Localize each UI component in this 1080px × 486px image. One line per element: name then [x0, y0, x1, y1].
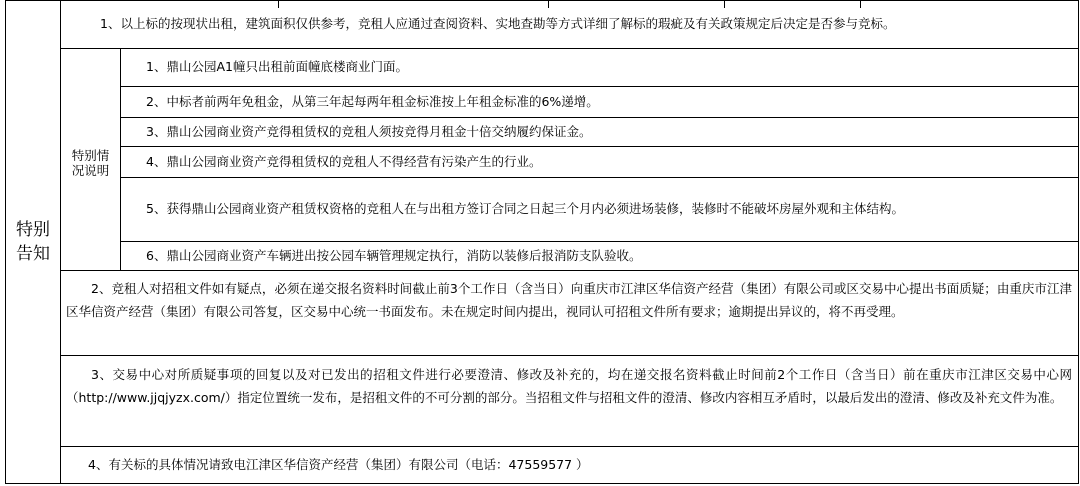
table-divider	[278, 0, 279, 8]
side-label	[6, 218, 60, 266]
notice-item-4: 4、有关标的具体情况请致电江津区华信资产经营（集团）有限公司（电话：47559577 ）	[88, 457, 589, 472]
table-divider	[120, 241, 1079, 242]
table-divider	[60, 270, 1079, 271]
special-item-2: 2、中标者前两年免租金，从第三年起每两年租金标准按上年租金标准的6%递增。	[146, 94, 599, 109]
table-divider	[120, 146, 1079, 147]
table-divider	[120, 177, 1079, 178]
special-item-1: 1、鼎山公园A1幢只出租前面幢底楼商业门面。	[146, 59, 408, 74]
table-divider	[60, 446, 1079, 447]
sub-label-line: 特别情	[71, 148, 110, 163]
side-label-line: 告知	[16, 244, 50, 264]
notice-item-2: 2、竞租人对招租文件如有疑点，必须在递交报名资料时间截止前3个工作日（含当日）向重庆市江津区华信资产经营（集团）有限公司或区交易中心提出书面质疑；由重庆市江津区华信资产经营（集团）有限公司答复，区交易中心统一书面发布。未在规定时间内提出，视同认可招租文件所有要求；逾期提出异议的，将不再受理。	[66, 281, 1072, 319]
special-item-6: 6、鼎山公园商业资产车辆进出按公园车辆管理规定执行，消防以装修后报消防支队验收。	[146, 248, 642, 263]
special-item-5: 5、获得鼎山公园商业资产租赁权资格的竞租人在与出租方签订合同之日起三个月内必须进场装修，装修时不能破坏房屋外观和主体结构。	[146, 201, 904, 216]
notice-item-1: 1、以上标的按现状出租，建筑面积仅供参考，竞租人应通过查阅资料、实地查勘等方式详细了解标的瑕疵及有关政策规定后决定是否参与竞标。	[100, 16, 896, 31]
table-divider	[860, 0, 861, 8]
table-divider	[60, 48, 1079, 49]
special-circumstances-label	[61, 148, 120, 178]
side-label-line: 特别	[16, 220, 50, 240]
notice-item-3: 3、交易中心对所质疑事项的回复以及对已发出的招租文件进行必要澄清、修改及补充的，均在递交报名资料截止时间前2个工作日（含当日）前在重庆市江津区交易中心网（http://www.jjqjyzx.com/）指定位置统一发布，是招租文件的不可分割的部分。当招租文件与招租文件的澄清、修改内容相互矛盾时，以最后发出的澄清、修改及补充文件为准。	[66, 367, 1072, 405]
table-border-top	[5, 0, 1079, 1]
sub-label-line: 况说明	[71, 163, 110, 178]
table-divider	[548, 0, 549, 8]
special-item-4: 4、鼎山公园商业资产竞得租赁权的竞租人不得经营有污染产生的行业。	[146, 154, 542, 169]
table-divider	[120, 48, 121, 270]
table-divider	[120, 117, 1079, 118]
special-item-3: 3、鼎山公园商业资产竞得租赁权的竞租人须按竞得月租金十倍交纳履约保证金。	[146, 124, 592, 139]
table-divider	[724, 0, 725, 8]
table-divider	[120, 86, 1079, 87]
table-divider	[60, 355, 1079, 356]
table-divider	[60, 0, 61, 484]
